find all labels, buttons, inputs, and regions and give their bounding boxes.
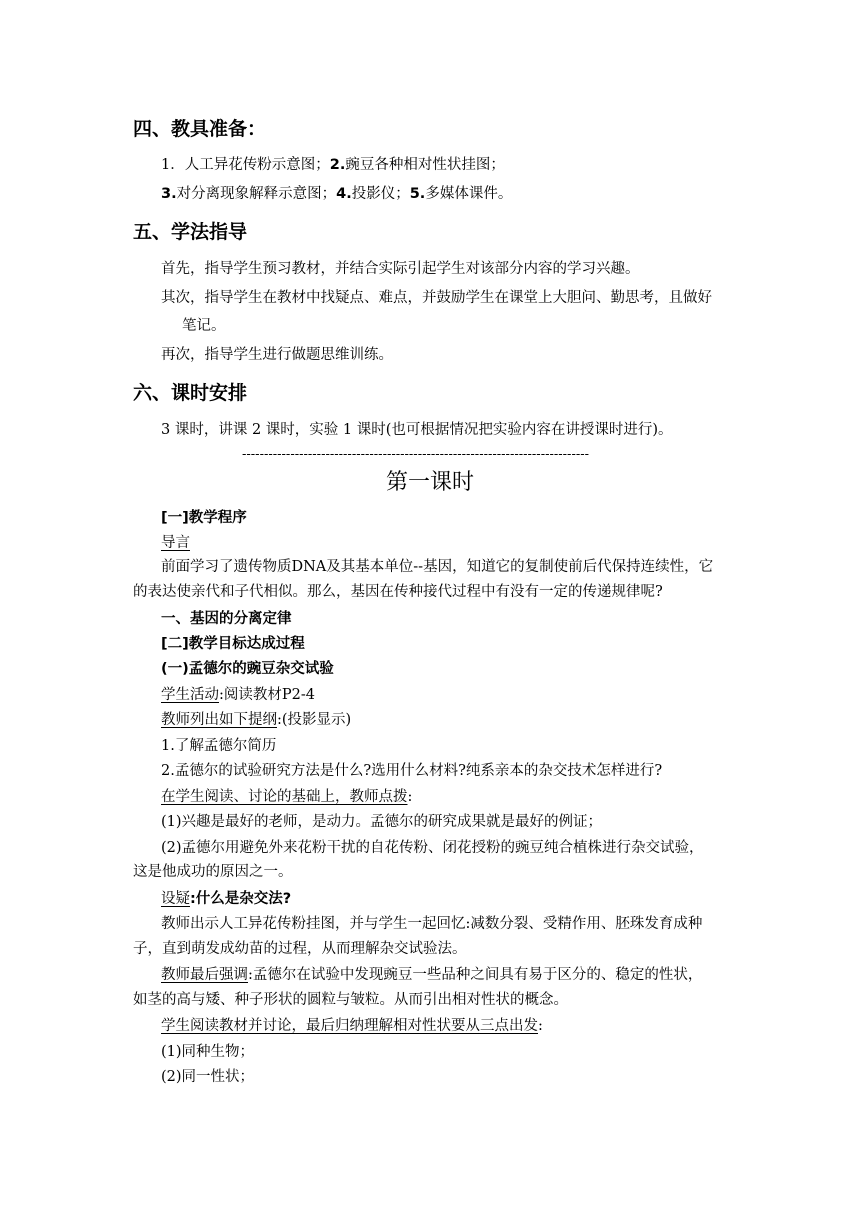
question-label: 设疑 [161,891,190,907]
teaching-aids-line-2 [161,184,512,204]
divider-line: ------------------------------------------------------------------------------- [242,447,590,462]
study-guide-p3: 再次，指导学生进行做题思维训练。 [161,347,393,363]
teacher-demo-line-2: 子，直到萌发成幼苗的过程，从而理解杂交试验法。 [133,941,467,957]
teacher-emphasis-line-2: 如茎的高与矮、种子形状的圆粒与皱粒。从而引出相对性状的概念。 [133,992,568,1008]
teacher-guidance-label: 在学生阅读、讨论的基础上，教师点拨 [161,789,408,805]
teacher-demo-line-1: 教师出示人工异花传粉挂图，并与学生一起回忆:减数分裂、受精作用、胚珠发育成种 [161,916,703,932]
summary-item-2: (2)同一性状； [161,1069,255,1085]
study-guide-p2-cont: 笔记。 [182,318,226,334]
item-number: 3. [161,186,177,202]
text: :阅读教材P2-4 [219,687,315,703]
lesson-title: 第一课时 [385,470,474,495]
teacher-outline-label: 教师列出如下提纲 [161,712,277,728]
outline-item-2: 2.孟德尔的试验研究方法是什么?选用什么材料?纯系亲本的杂交技术怎样进行? [161,763,663,779]
text: :什么是杂交法? [190,891,292,907]
student-activity-label: 学生活动 [161,687,219,703]
text: : [407,789,413,805]
teacher-outline-line [161,710,351,730]
section-heading-teaching-aids: 四、教具准备： [133,118,267,140]
item-number: 2. [329,157,346,173]
study-guide-p1: 首先，指导学生预习教材，并结合实际引起学生对该部分内容的学习兴趣。 [161,261,640,277]
process-heading: [二]教学目标达成过程 [161,636,305,652]
student-summary-label: 学生阅读教材并讨论，最后归纳理解相对性状要从三点出发 [161,1018,538,1034]
schedule-text: 3 课时，讲课 2 课时，实验 1 课时(也可根据情况把实验内容在讲授课时进行)。 [161,422,673,438]
intro-line-1: 前面学习了遗传物质DNA及其基本单位--基因，知道它的复制使前后代保持连续性，它 [161,559,714,575]
intro-line-2: 的表达使亲代和子代相似。那么，基因在传种接代过程中有没有一定的传递规律呢? [133,584,663,600]
study-guide-p2: 其次，指导学生在教材中找疑点、难点，并鼓励学生在课堂上大胆问、勤思考，且做好 [161,290,712,306]
teacher-emphasis-label: 教师最后强调 [161,967,248,983]
intro-label: 导言 [161,535,190,551]
text: 投影仪； [351,186,410,202]
student-summary-line [161,1016,543,1036]
guidance-item-2-cont: 这是他成功的原因之一。 [133,864,293,880]
section-heading-study-guide: 五、学法指导 [133,221,248,243]
text: :孟德尔在试验中发现豌豆一些品种之间具有易于区分的、稳定的性状， [248,967,703,983]
item-number: 4. [336,186,352,202]
text: 多媒体课件。 [425,186,513,202]
section-heading-schedule: 六、课时安排 [133,382,248,404]
teacher-guidance-line [161,787,412,807]
experiment-heading: (一)孟德尔的豌豆杂交试验 [161,661,334,677]
question-line [161,889,291,909]
student-activity-line [161,685,315,705]
outline-item-1: 1.了解孟德尔简历 [161,738,277,754]
teacher-emphasis-line [161,965,702,985]
text: :(投影显示) [277,712,352,728]
law-heading: 一、基因的分离定律 [161,611,292,627]
program-heading: [一]教学程序 [161,510,247,526]
guidance-item-2: (2)孟德尔用避免外来花粉干扰的自花传粉、闭花授粉的豌豆纯合植株进行杂交试验， [161,840,704,856]
text: 1．人工异花传粉示意图； [161,157,330,173]
text: 对分离现象解释示意图； [176,186,337,202]
guidance-item-1: (1)兴趣是最好的老师，是动力。孟德尔的研究成果就是最好的例证； [161,814,603,830]
teaching-aids-line-1 [161,155,505,175]
item-number: 5. [409,186,426,202]
text: : [538,1018,543,1034]
text: 豌豆各种相对性状挂图； [345,157,505,173]
summary-item-1: (1)同种生物； [161,1044,255,1060]
